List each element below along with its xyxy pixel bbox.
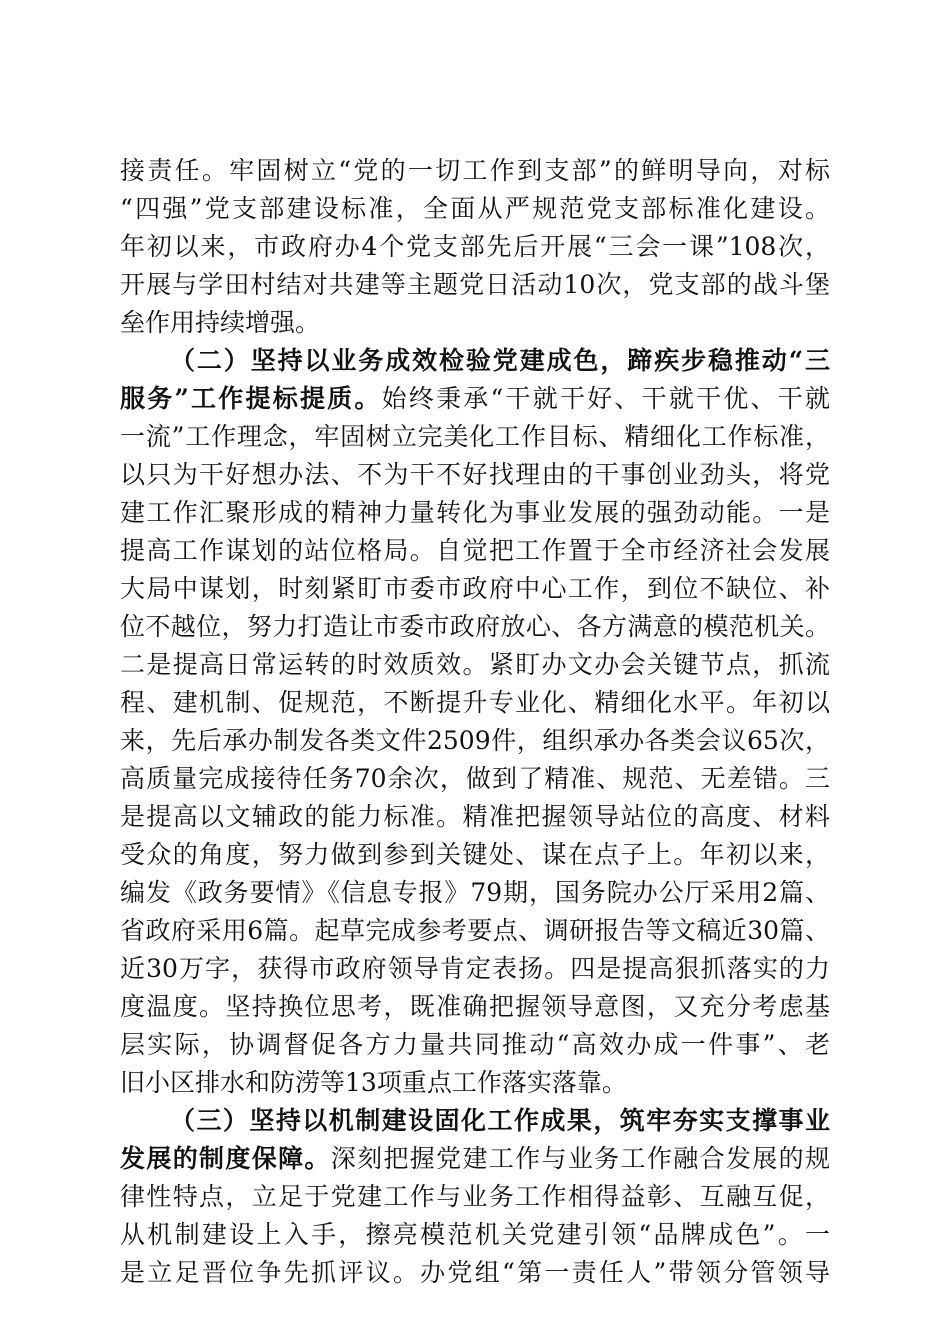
paragraph-3 <box>120 1102 830 1292</box>
text-line <box>120 380 830 418</box>
document-body <box>120 152 830 1292</box>
text-line: 以只为干好想办法、不为干不好找理由的干事创业劲头，将党 <box>120 460 830 489</box>
text-line: 从机制建设上入手，擦亮模范机关党建引领“品牌成色”。一 <box>120 1220 830 1249</box>
text-line: 近30万字，获得市政府领导肯定表扬。四是提高狠抓落实的力 <box>120 954 830 983</box>
text-line: 大局中谋划，时刻紧盯市委市政府中心工作，到位不缺位、补 <box>120 574 830 603</box>
text-line: 来，先后承办制发各类文件2509件，组织承办各类会议65次， <box>120 726 830 755</box>
text-line: 接责任。牢固树立“党的一切工作到支部”的鲜明导向，对标 <box>120 156 830 185</box>
text-line: 层实际，协调督促各方力量共同推动“高效办成一件事”、老 <box>120 1030 830 1059</box>
text-line: 省政府采用6篇。起草完成参考要点、调研报告等文稿近30篇、 <box>120 916 830 945</box>
text-line: 一流”工作理念，牢固树立完美化工作目标、精细化工作标准， <box>120 422 830 451</box>
text-line: 垒作用持续增强。 <box>120 308 321 337</box>
text-line: 位不越位，努力打造让市委市政府放心、各方满意的模范机关。 <box>120 612 830 641</box>
text-line: 年初以来，市政府办4个党支部先后开展“三会一课”108次， <box>120 232 830 261</box>
text-line: 编发《政务要情》《信息专报》79期，国务院办公厅采用2篇、 <box>120 878 830 907</box>
text-line: 建工作汇聚形成的精神力量转化为事业发展的强劲动能。一是 <box>120 498 830 527</box>
text-line: 提高工作谋划的站位格局。自觉把工作置于全市经济社会发展 <box>120 536 830 565</box>
text-line: 开展与学田村结对共建等主题党日活动10次，党支部的战斗堡 <box>120 270 830 299</box>
text-span: 始终秉承“干就干好、干就干优、干就 <box>381 384 830 413</box>
section-heading: （二）坚持以业务成效检验党建成色，蹄疾步稳推动“三 <box>170 346 830 375</box>
text-line: 二是提高日常运转的时效质效。紧盯办文办会关键节点，抓流 <box>120 650 830 679</box>
text-line: 高质量完成接待任务70余次，做到了精准、规范、无差错。三 <box>120 764 830 793</box>
text-line: 律性特点，立足于党建工作与业务工作相得益彰、互融互促， <box>120 1182 830 1211</box>
section-heading-continued: 服务”工作提标提质。 <box>120 384 382 413</box>
text-line <box>120 1140 830 1178</box>
text-line: “四强”党支部建设标准，全面从严规范党支部标准化建设。 <box>120 194 830 223</box>
section-heading: （三）坚持以机制建设固化工作成果，筑牢夯实支撑事业 <box>170 1106 830 1135</box>
text-line: 程、建机制、促规范，不断提升专业化、精细化水平。年初以 <box>120 688 830 717</box>
text-line: 是立足晋位争先抓评议。办党组“第一责任人”带领分管领导 <box>120 1258 830 1287</box>
text-line: 是提高以文辅政的能力标准。精准把握领导站位的高度、材料 <box>120 802 830 831</box>
text-line: 受众的角度，努力做到参到关键处、谋在点子上。年初以来， <box>120 840 830 869</box>
section-heading-continued: 发展的制度保障。 <box>120 1144 331 1173</box>
text-line: 度温度。坚持换位思考，既准确把握领导意图，又充分考虑基 <box>120 992 830 1021</box>
text-span: 深刻把握党建工作与业务工作融合发展的规 <box>330 1144 830 1173</box>
paragraph-2 <box>120 342 830 1102</box>
text-line: 旧小区排水和防涝等13项重点工作落实落靠。 <box>120 1068 627 1097</box>
paragraph-1 <box>120 152 830 342</box>
